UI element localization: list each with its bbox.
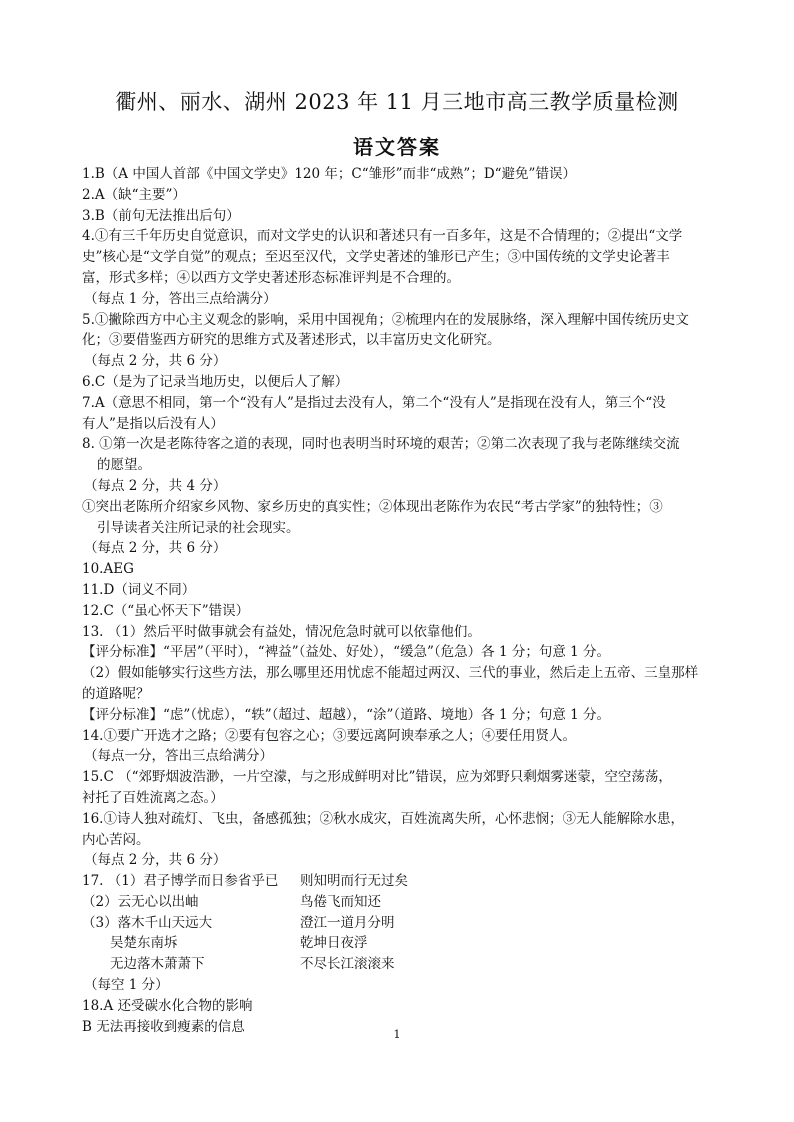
answer-line-4: 4.①有三千年历史自觉意识，而对文学史的认识和著述只有一百多年，这是不合情理的；②提出“文学	[82, 228, 683, 245]
answer-line-7-cont: 有人”是指以后没有人）	[82, 415, 224, 432]
scoring-note: （每点 2 分，共 4 分）	[84, 477, 227, 494]
answer-17-left: 17. （1）君子博学而日参省乎已	[82, 873, 279, 890]
page-title: 衢州、丽水、湖州 2023 年 11 月三地市高三教学质量检测	[115, 90, 679, 114]
answer-line-8-cont: 的愿望。	[97, 457, 151, 474]
answer-17-row	[82, 871, 722, 892]
answer-17-right: 则知明而行无过矣	[300, 873, 408, 890]
answer-17-row	[82, 954, 722, 975]
answer-line-6: 6.C（是为了记录当地历史，以便后人了解）	[82, 373, 349, 390]
answer-17-row	[82, 913, 722, 934]
answer-line-18a: 18.A 还受碳水化合物的影响	[82, 997, 253, 1014]
scoring-note: （每点 2 分，共 6 分）	[84, 353, 227, 370]
scoring-note: （每点一分，答出三点给满分）	[84, 748, 273, 765]
answer-17-left: 吴楚东南坼	[110, 935, 178, 952]
answer-17-left: 无边落木萧萧下	[110, 956, 205, 973]
scoring-criteria: 【评分标准】“虑”（忧虑），“轶”（超过、超越），“涂”（道路、境地）各 1 分；句意 1 分。	[82, 706, 611, 723]
scoring-note: （每点 1 分，答出三点给满分）	[84, 290, 277, 307]
scoring-note: （每点 2 分，共 6 分）	[84, 540, 227, 557]
answer-line-15: 15.C （“郊野烟波浩渺，一片空濛，与之形成鲜明对比”错误，应为郊野只剩烟雾迷蒙，空空荡荡，	[82, 769, 672, 786]
answer-line-5-cont: 化；③要借鉴西方研究的思维方式及著述形式，以丰富历史文化研究。	[82, 332, 501, 349]
answer-17-left: （2）云无心以出岫	[82, 893, 199, 910]
answer-line-3: 3.B（前句无法推出后句）	[82, 207, 240, 224]
answer-17-right: 不尽长江滚滚来	[300, 956, 395, 973]
answer-line-9-cont: 引导读者关注所记录的社会现实。	[97, 519, 300, 536]
answer-body	[82, 164, 722, 1037]
answer-line-8: 8. ①第一次是老陈待客之道的表现，同时也表明当时环境的艰苦；②第二次表现了我与老陈继续交流	[82, 436, 680, 453]
scoring-note: （每点 2 分，共 6 分）	[84, 852, 227, 869]
answer-17-row	[82, 892, 722, 913]
answer-17-right: 鸟倦飞而知还	[300, 893, 381, 910]
answer-line-11: 11.D（词义不同）	[82, 581, 196, 598]
answer-line-18b: B 无法再接收到瘦素的信息	[82, 1018, 245, 1035]
scoring-note: （每空 1 分）	[84, 977, 169, 994]
answer-line-13-2-cont: 的道路呢？	[82, 685, 150, 702]
answer-line-16: 16.①诗人独对疏灯、飞虫，备感孤独；②秋水成灾，百姓流离失所，心怀悲悯；③无人能解除水患，	[82, 810, 684, 827]
answer-line-15-cont: 衬托了百姓流离之态。）	[82, 789, 224, 806]
answer-line-13-2: （2）假如能够实行这些方法，那么哪里还用忧虑不能超过两汉、三代的事业，然后走上五帝、三皇那样	[82, 665, 699, 682]
answer-line-14: 14.①要广开选才之路；②要有包容之心；③要远离阿谀奉承之人；④要任用贤人。	[82, 727, 576, 744]
answer-line-2: 2.A（缺“主要”）	[82, 186, 186, 203]
page-subtitle: 语文答案	[353, 135, 441, 159]
scoring-criteria: 【评分标准】“平居”（平时），“裨益”（益处、好处），“缓急”（危急）各 1 分；句意 1 分。	[82, 644, 611, 661]
answer-line-9: ①突出老陈所介绍家乡风物、家乡历史的真实性；②体现出老陈作为农民“考古学家”的独特性；③	[82, 498, 663, 515]
answer-17-left: （3）落木千山天远大	[82, 914, 213, 931]
answer-line-5: 5.①撇除西方中心主义观念的影响，采用中国视角；②梳理内在的发展脉络，深入理解中国传统历史文	[82, 311, 689, 328]
answer-line-16-cont: 内心苦闷。	[82, 831, 150, 848]
answer-line-1: 1.B（A 中国人首部《中国文学史》120 年；C“雏形”而非“成熟”；D“避免”错误）	[82, 166, 576, 182]
answer-line-10: 10.AEG	[82, 561, 134, 578]
page-number: 1	[393, 1028, 401, 1041]
answer-line-13-1: 13. （1）然后平时做事就会有益处，情况危急时就可以依靠他们。	[82, 623, 481, 640]
answer-17-row	[82, 933, 722, 954]
answer-17-right: 乾坤日夜浮	[300, 935, 368, 952]
answer-line-4-cont: 富，形式多样；④以西方文学史著述形态标准评判是不合理的。	[82, 269, 460, 286]
answer-line-4-cont: 史”核心是“文学自觉”的观点；至迟至汉代，文学史著述的雏形已产生；③中国传统的文学史论著丰	[82, 249, 670, 266]
answer-line-12: 12.C（“虽心怀天下”错误）	[82, 602, 250, 619]
answer-line-7: 7.A（意思不相同，第一个“没有人”是指过去没有人，第二个“没有人”是指现在没有人，第三个“没	[82, 394, 666, 411]
answer-17-right: 澄江一道月分明	[300, 914, 395, 931]
